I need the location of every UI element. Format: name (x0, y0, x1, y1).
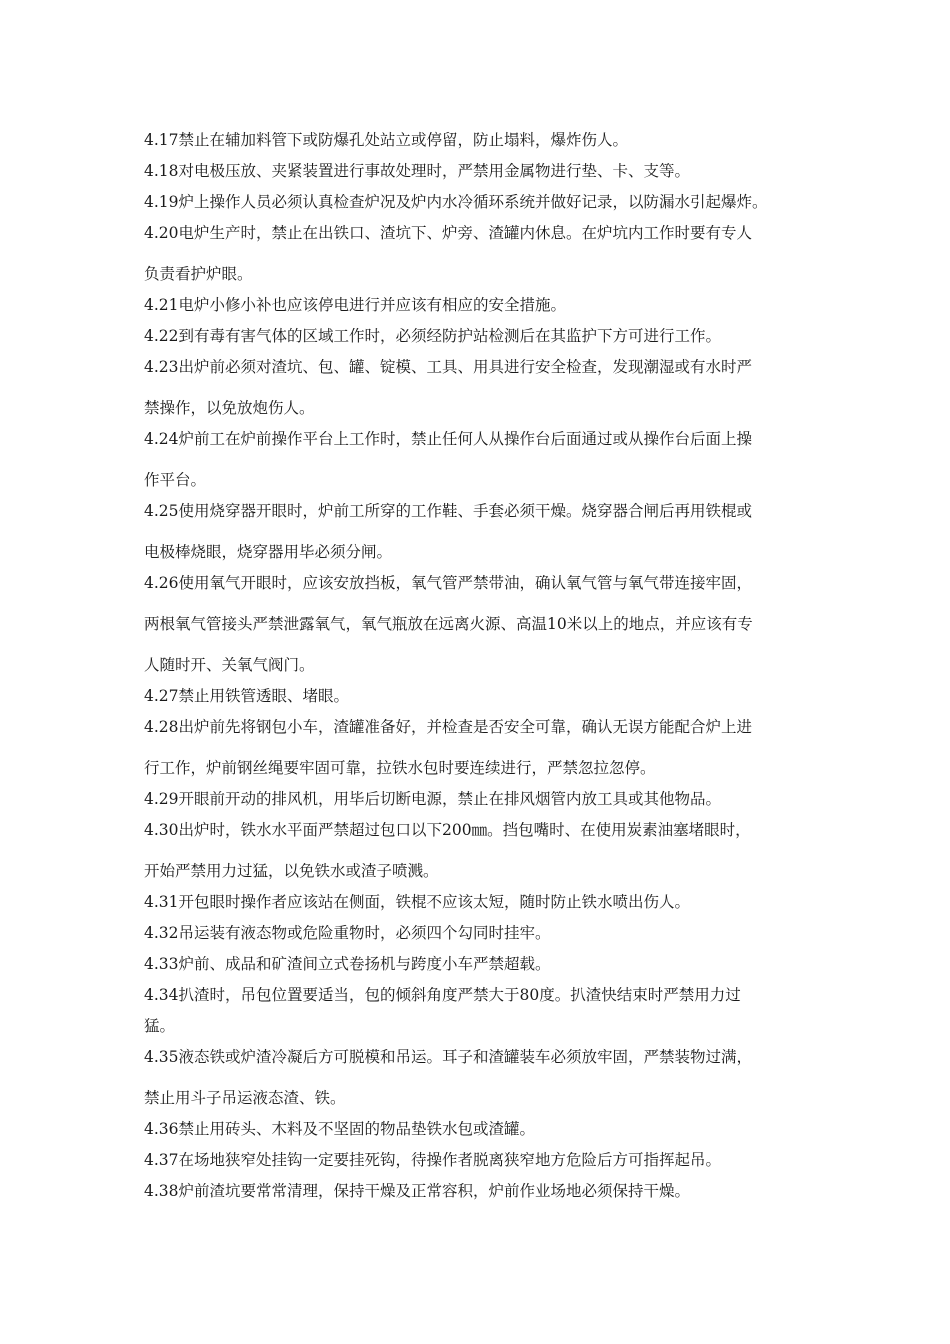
text-line-4-18: 4.18对电极压放、夹紧装置进行事故处理时，严禁用金属物进行垫、卡、支等。 (144, 162, 691, 180)
text-line-4-24-cont: 作平台。 (144, 471, 207, 489)
text-line-4-37: 4.37在场地狭窄处挂钩一定要挂死钩，待操作者脱离狭窄地方危险后方可指挥起吊。 (144, 1151, 722, 1169)
text-line-4-35: 4.35液态铁或炉渣冷凝后方可脱模和吊运。耳子和渣罐装车必须放牢固，严禁装物过满， (144, 1048, 753, 1066)
text-line-4-25: 4.25使用烧穿器开眼时，炉前工所穿的工作鞋、手套必须干燥。烧穿器合闸后再用铁棍或 (144, 502, 753, 520)
text-line-4-30: 4.30出炉时，铁水水平面严禁超过包口以下200㎜。挡包嘴时、在使用炭素油塞堵眼时， (144, 821, 751, 839)
text-line-4-33: 4.33炉前、成品和矿渣间立式卷扬机与跨度小车严禁超载。 (144, 955, 551, 973)
document-body (144, 125, 812, 1207)
text-line-4-17: 4.17禁止在辅加料管下或防爆孔处站立或停留，防止塌料，爆炸伤人。 (144, 131, 629, 149)
text-line-4-29: 4.29开眼前开动的排风机，用毕后切断电源，禁止在排风烟管内放工具或其他物品。 (144, 790, 722, 808)
text-line-4-36: 4.36禁止用砖头、木料及不坚固的物品垫铁水包或渣罐。 (144, 1120, 536, 1138)
text-line-4-21: 4.21电炉小修小补也应该停电进行并应该有相应的安全措施。 (144, 296, 567, 314)
text-line-4-24: 4.24炉前工在炉前操作平台上工作时，禁止任何人从操作台后面通过或从操作台后面上操 (144, 430, 753, 448)
text-line-4-27: 4.27禁止用铁管透眼、堵眼。 (144, 687, 350, 705)
text-line-4-38: 4.38炉前渣坑要常常清理，保持干燥及正常容积，炉前作业场地必须保持干燥。 (144, 1182, 691, 1200)
text-line-4-26: 4.26使用氧气开眼时，应该安放挡板，氧气管严禁带油，确认氧气管与氧气带连接牢固， (144, 574, 753, 592)
text-line-4-20: 4.20电炉生产时，禁止在出铁口、渣坑下、炉旁、渣罐内休息。在炉坑内工作时要有专人 (144, 224, 753, 242)
text-line-4-32: 4.32吊运装有液态物或危险重物时，必须四个勾同时挂牢。 (144, 924, 551, 942)
text-line-4-34: 4.34扒渣时，吊包位置要适当，包的倾斜角度严禁大于80度。扒渣快结束时严禁用力过 (144, 986, 741, 1004)
text-line-4-28: 4.28出炉前先将钢包小车，渣罐准备好，并检查是否安全可靠，确认无误方能配合炉上进 (144, 718, 753, 736)
text-line-4-22: 4.22到有毒有害气体的区域工作时，必须经防护站检测后在其监护下方可进行工作。 (144, 327, 722, 345)
text-line-4-31: 4.31开包眼时操作者应该站在侧面，铁棍不应该太短，随时防止铁水喷出伤人。 (144, 893, 691, 911)
text-line-4-23: 4.23出炉前必须对渣坑、包、罐、锭模、工具、用具进行安全检查，发现潮湿或有水时严 (144, 358, 753, 376)
text-line-4-26-cont-2: 人随时开、关氧气阀门。 (144, 656, 315, 674)
text-line-4-19: 4.19炉上操作人员必须认真检查炉况及炉内水冷循环系统并做好记录，以防漏水引起爆炸。 (144, 193, 768, 211)
text-line-4-35-cont: 禁止用斗子吊运液态渣、铁。 (144, 1089, 346, 1107)
text-line-4-30-cont: 开始严禁用力过猛，以免铁水或渣子喷溅。 (144, 862, 439, 880)
text-line-4-26-cont-1: 两根氧气管接头严禁泄露氧气，氧气瓶放在远离火源、高温10米以上的地点，并应该有专 (144, 615, 753, 633)
text-line-4-23-cont: 禁操作，以免放炮伤人。 (144, 399, 315, 417)
text-line-4-28-cont: 行工作，炉前钢丝绳要牢固可靠，拉铁水包时要连续进行，严禁忽拉忽停。 (144, 759, 656, 777)
text-line-4-25-cont: 电极棒烧眼，烧穿器用毕必须分闸。 (144, 543, 393, 561)
text-line-4-20-cont: 负责看护炉眼。 (144, 265, 253, 283)
text-line-4-34-cont: 猛。 (144, 1017, 176, 1035)
